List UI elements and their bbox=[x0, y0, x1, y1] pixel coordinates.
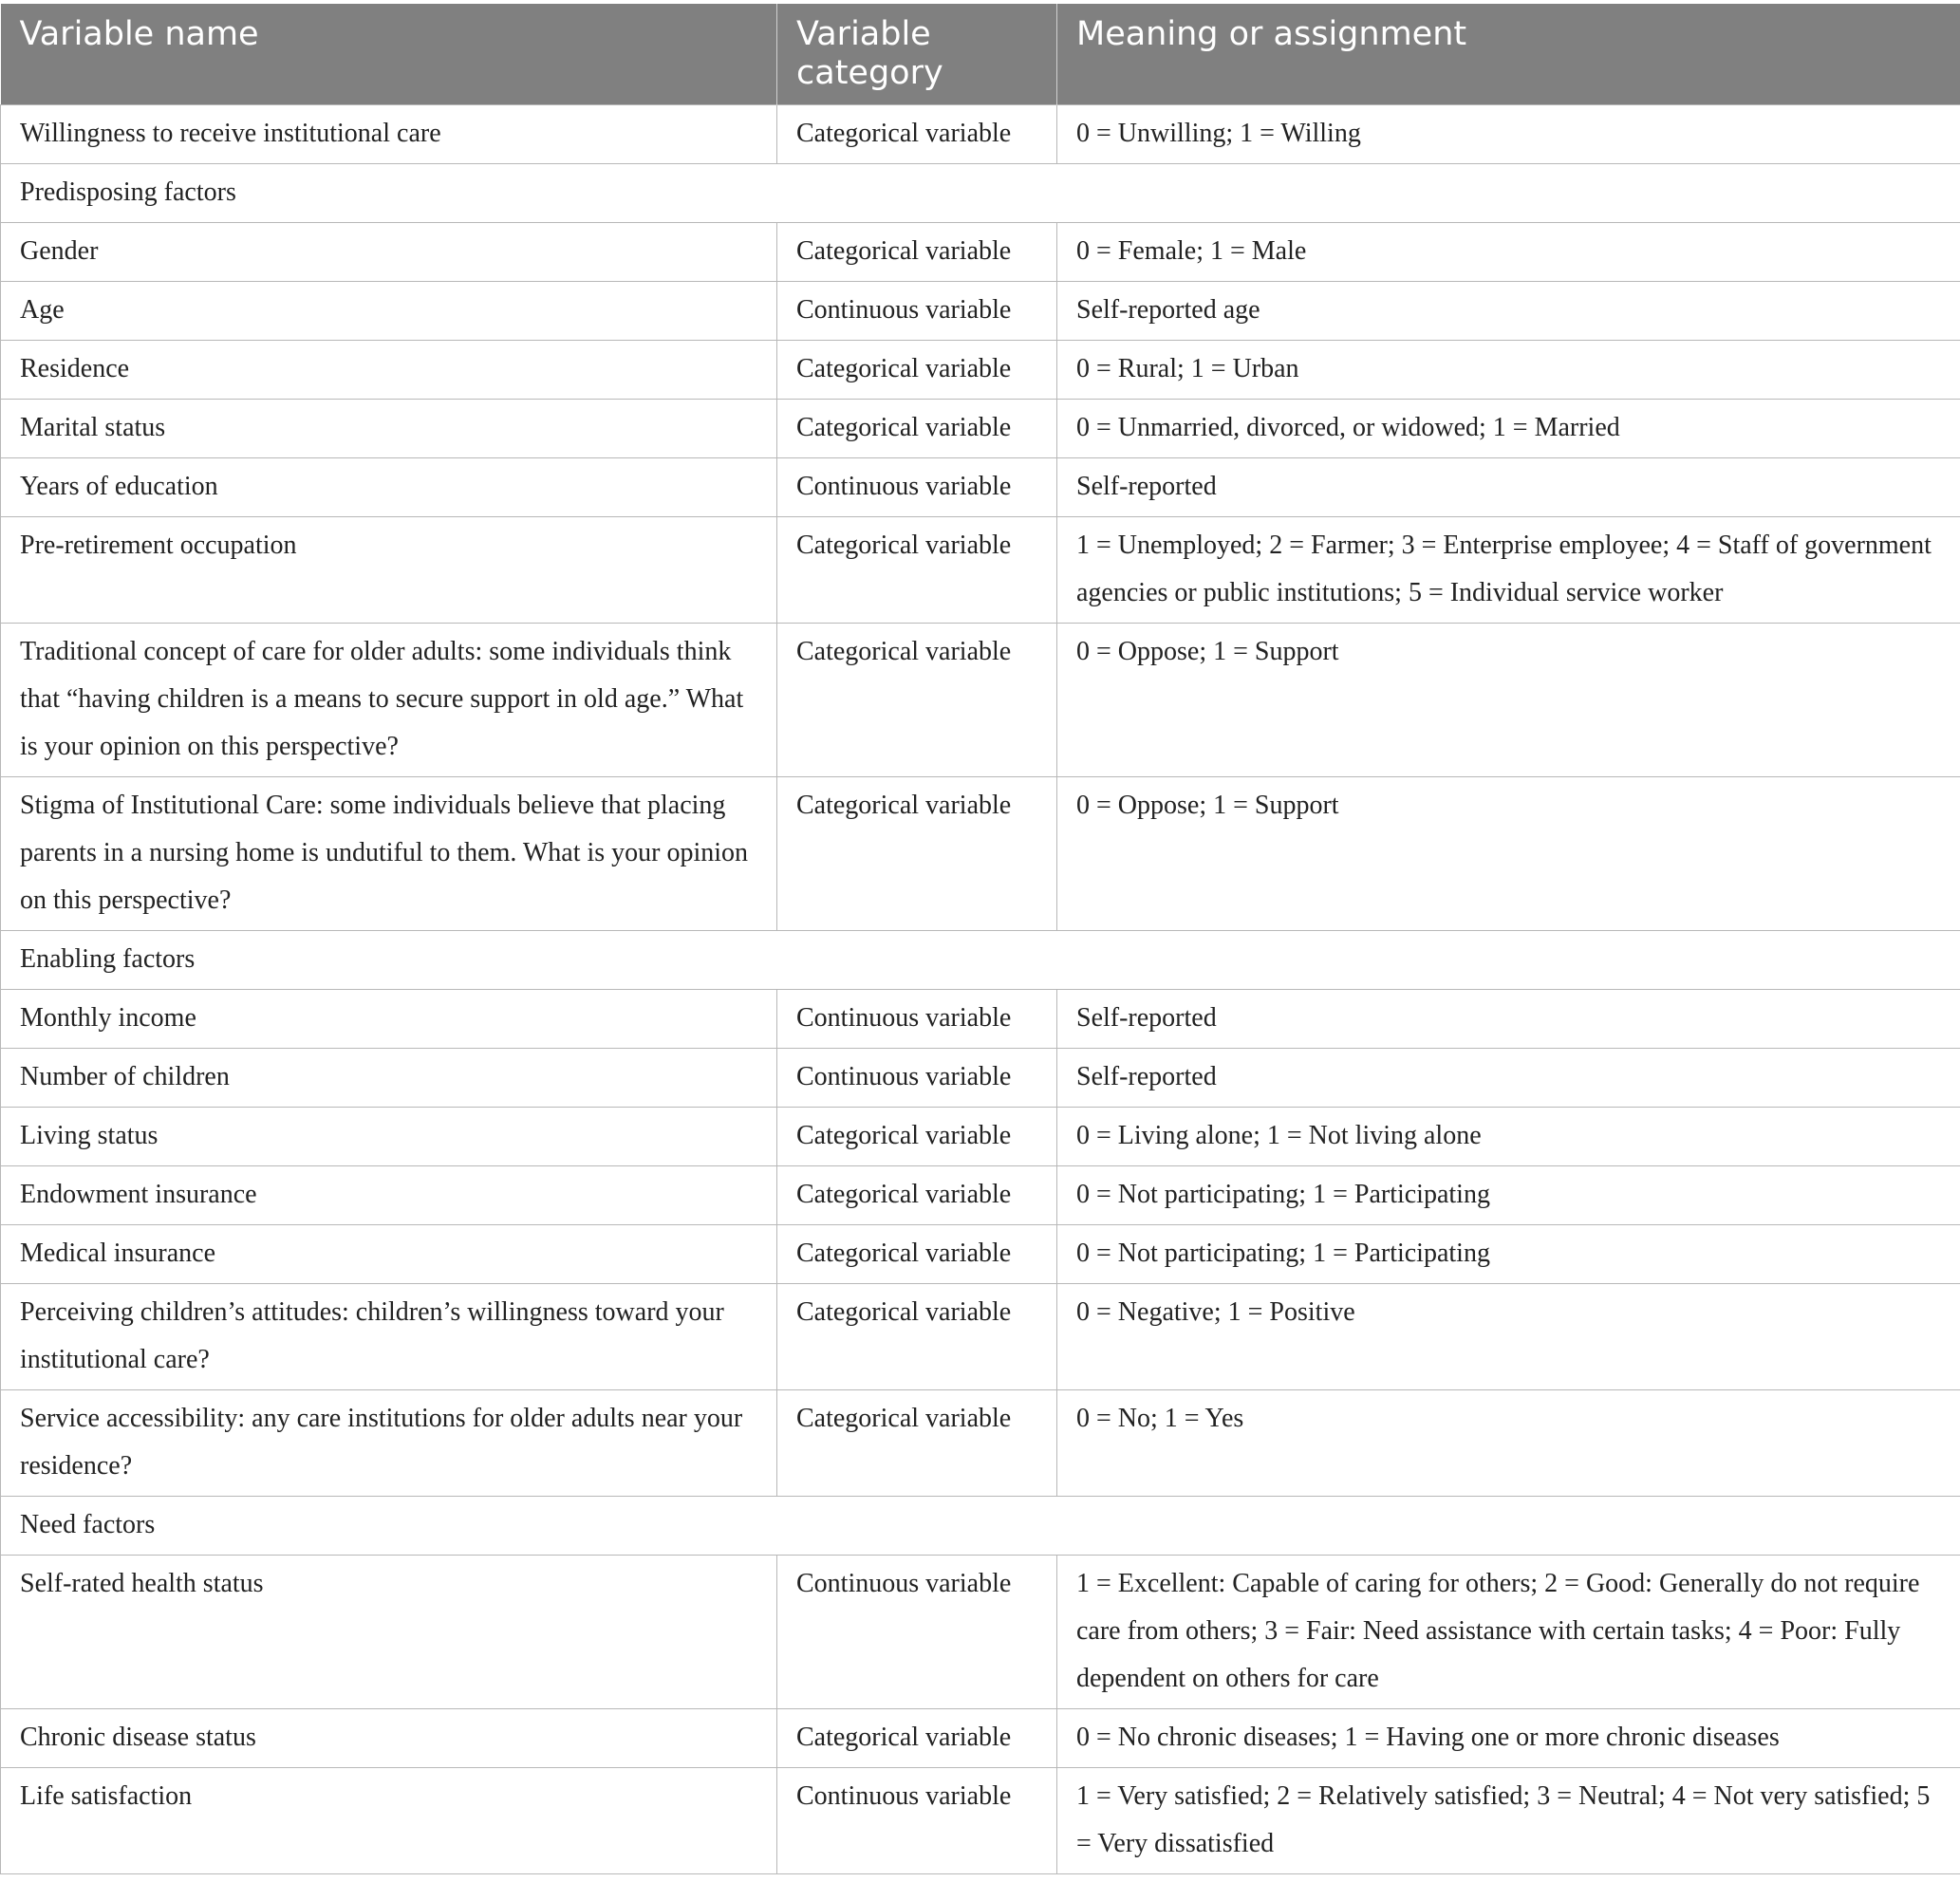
table-body bbox=[1, 105, 1960, 1874]
cell-variable-name: Stigma of Institutional Care: some individuals believe that placing parents in a nursing home is undutiful to them. What is your opinion on this perspective? bbox=[1, 777, 777, 931]
table-header bbox=[1, 4, 1960, 105]
cell-variable-category: Categorical variable bbox=[777, 624, 1057, 777]
cell-variable-name: Monthly income bbox=[1, 990, 777, 1049]
table-row bbox=[1, 1709, 1960, 1768]
variables-table-container bbox=[0, 4, 1960, 1874]
section-label: Need factors bbox=[1, 1497, 1960, 1556]
cell-meaning: 1 = Unemployed; 2 = Farmer; 3 = Enterprise employee; 4 = Staff of government agencies or public institutions; 5 = Individual service worker bbox=[1057, 517, 1960, 624]
cell-meaning: 1 = Very satisfied; 2 = Relatively satisfied; 3 = Neutral; 4 = Not very satisfied; 5 = Very dissatisfied bbox=[1057, 1768, 1960, 1874]
cell-meaning: 0 = No; 1 = Yes bbox=[1057, 1390, 1960, 1497]
cell-variable-category: Categorical variable bbox=[777, 1284, 1057, 1390]
table-row bbox=[1, 1225, 1960, 1284]
cell-variable-category: Categorical variable bbox=[777, 517, 1057, 624]
cell-variable-name: Traditional concept of care for older adults: some individuals think that “having children is a means to secure support in old age.” What is your opinion on this perspective? bbox=[1, 624, 777, 777]
cell-meaning: 0 = Living alone; 1 = Not living alone bbox=[1057, 1108, 1960, 1166]
cell-variable-category: Categorical variable bbox=[777, 1709, 1057, 1768]
table-row bbox=[1, 223, 1960, 282]
cell-meaning: 0 = Unmarried, divorced, or widowed; 1 = Married bbox=[1057, 400, 1960, 458]
cell-variable-name: Life satisfaction bbox=[1, 1768, 777, 1874]
cell-variable-name: Perceiving children’s attitudes: children’s willingness toward your institutional care? bbox=[1, 1284, 777, 1390]
header-variable-category: Variable category bbox=[777, 4, 1057, 105]
cell-variable-category: Continuous variable bbox=[777, 458, 1057, 517]
cell-variable-category: Categorical variable bbox=[777, 400, 1057, 458]
table-row bbox=[1, 1390, 1960, 1497]
cell-variable-category: Continuous variable bbox=[777, 1768, 1057, 1874]
table-row bbox=[1, 777, 1960, 931]
cell-variable-category: Categorical variable bbox=[777, 1225, 1057, 1284]
section-row bbox=[1, 1497, 1960, 1556]
cell-variable-category: Categorical variable bbox=[777, 1390, 1057, 1497]
cell-meaning: Self-reported bbox=[1057, 990, 1960, 1049]
table-row bbox=[1, 990, 1960, 1049]
cell-variable-name: Service accessibility: any care institutions for older adults near your residence? bbox=[1, 1390, 777, 1497]
variables-table bbox=[0, 4, 1960, 1874]
cell-meaning: 0 = Negative; 1 = Positive bbox=[1057, 1284, 1960, 1390]
cell-variable-category: Continuous variable bbox=[777, 990, 1057, 1049]
cell-meaning: 0 = Rural; 1 = Urban bbox=[1057, 341, 1960, 400]
table-row bbox=[1, 1108, 1960, 1166]
table-row bbox=[1, 282, 1960, 341]
cell-variable-name: Age bbox=[1, 282, 777, 341]
cell-variable-name: Pre-retirement occupation bbox=[1, 517, 777, 624]
cell-meaning: 0 = Unwilling; 1 = Willing bbox=[1057, 105, 1960, 164]
section-label: Enabling factors bbox=[1, 931, 1960, 990]
cell-meaning: 0 = Not participating; 1 = Participating bbox=[1057, 1166, 1960, 1225]
cell-meaning: Self-reported bbox=[1057, 458, 1960, 517]
cell-variable-name: Willingness to receive institutional care bbox=[1, 105, 777, 164]
table-row bbox=[1, 400, 1960, 458]
cell-variable-category: Continuous variable bbox=[777, 1049, 1057, 1108]
cell-meaning: 0 = Not participating; 1 = Participating bbox=[1057, 1225, 1960, 1284]
cell-meaning: Self-reported age bbox=[1057, 282, 1960, 341]
cell-variable-name: Years of education bbox=[1, 458, 777, 517]
cell-variable-name: Living status bbox=[1, 1108, 777, 1166]
table-row bbox=[1, 458, 1960, 517]
cell-variable-name: Residence bbox=[1, 341, 777, 400]
table-row bbox=[1, 517, 1960, 624]
cell-meaning: 0 = Female; 1 = Male bbox=[1057, 223, 1960, 282]
section-label: Predisposing factors bbox=[1, 164, 1960, 223]
cell-meaning: 0 = Oppose; 1 = Support bbox=[1057, 624, 1960, 777]
table-row bbox=[1, 341, 1960, 400]
cell-variable-category: Continuous variable bbox=[777, 282, 1057, 341]
cell-variable-name: Self-rated health status bbox=[1, 1556, 777, 1709]
cell-variable-name: Medical insurance bbox=[1, 1225, 777, 1284]
cell-variable-category: Categorical variable bbox=[777, 777, 1057, 931]
cell-variable-name: Endowment insurance bbox=[1, 1166, 777, 1225]
cell-variable-name: Number of children bbox=[1, 1049, 777, 1108]
cell-variable-category: Categorical variable bbox=[777, 341, 1057, 400]
table-row bbox=[1, 1768, 1960, 1874]
cell-variable-name: Marital status bbox=[1, 400, 777, 458]
cell-variable-category: Continuous variable bbox=[777, 1556, 1057, 1709]
header-meaning: Meaning or assignment bbox=[1057, 4, 1960, 105]
table-row bbox=[1, 105, 1960, 164]
cell-variable-category: Categorical variable bbox=[777, 1108, 1057, 1166]
table-row bbox=[1, 1556, 1960, 1709]
section-row bbox=[1, 931, 1960, 990]
table-header-row bbox=[1, 4, 1960, 105]
cell-variable-name: Gender bbox=[1, 223, 777, 282]
section-row bbox=[1, 164, 1960, 223]
cell-variable-category: Categorical variable bbox=[777, 1166, 1057, 1225]
cell-meaning: 0 = No chronic diseases; 1 = Having one or more chronic diseases bbox=[1057, 1709, 1960, 1768]
cell-variable-category: Categorical variable bbox=[777, 223, 1057, 282]
table-row bbox=[1, 624, 1960, 777]
table-row bbox=[1, 1284, 1960, 1390]
cell-variable-category: Categorical variable bbox=[777, 105, 1057, 164]
table-row bbox=[1, 1049, 1960, 1108]
table-row bbox=[1, 1166, 1960, 1225]
cell-meaning: Self-reported bbox=[1057, 1049, 1960, 1108]
cell-meaning: 1 = Excellent: Capable of caring for others; 2 = Good: Generally do not require care from others; 3 = Fair: Need assistance with certain tasks; 4 = Poor: Fully dependent on others for care bbox=[1057, 1556, 1960, 1709]
cell-meaning: 0 = Oppose; 1 = Support bbox=[1057, 777, 1960, 931]
header-variable-name: Variable name bbox=[1, 4, 777, 105]
cell-variable-name: Chronic disease status bbox=[1, 1709, 777, 1768]
